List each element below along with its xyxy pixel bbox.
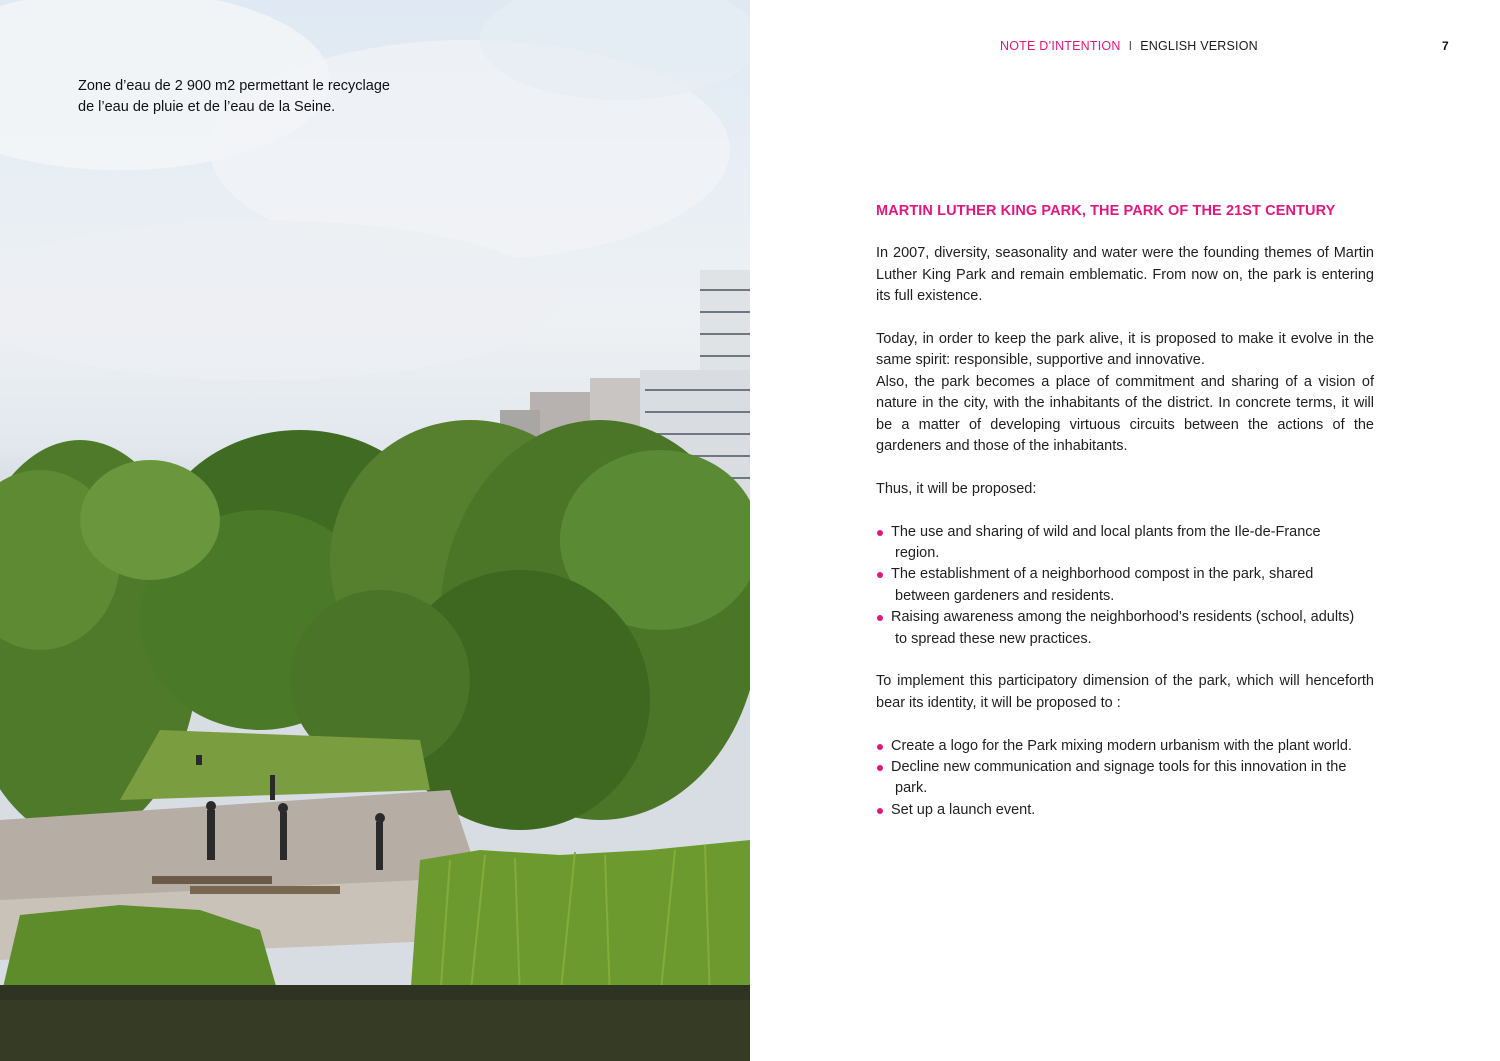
list-item-line-1: Decline new communication and signage tools for this innovation in the	[891, 759, 1347, 776]
list-item-line-2: park.	[895, 780, 928, 797]
bullet-icon	[877, 765, 883, 771]
photo-caption	[78, 76, 438, 118]
list-item-line-1: The use and sharing of wild and local plants from the Ile-de-France	[891, 523, 1321, 540]
caption-line-2: de l’eau de pluie et de l’eau de la Seine.	[78, 99, 336, 115]
paragraph-proposed: Thus, it will be proposed:	[876, 480, 1037, 497]
running-header	[1000, 39, 1258, 53]
list-item	[876, 564, 1374, 607]
header-separator: I	[1128, 39, 1133, 53]
bullet-icon	[877, 530, 883, 536]
list-item-line-2: between gardeners and residents.	[895, 587, 1115, 604]
paragraph-keep-alive: Today, in order to keep the park alive, it is proposed to make it evolve in the same spirit: responsible, supportive and innovative.	[876, 331, 1374, 369]
article-body	[876, 201, 1374, 821]
bullet-icon	[877, 808, 883, 814]
reeds	[410, 840, 750, 1000]
list-item-line-1: The establishment of a neighborhood compost in the park, shared	[891, 566, 1314, 583]
list-item-line-1: Create a logo for the Park mixing modern urbanism with the plant world.	[891, 737, 1352, 754]
action-list	[876, 736, 1374, 822]
list-item	[876, 736, 1374, 757]
bullet-icon	[877, 572, 883, 578]
list-item-line-1: Set up a launch event.	[891, 801, 1036, 818]
section-label: NOTE D’INTENTION	[1000, 39, 1121, 53]
paragraph-founding-themes: In 2007, diversity, seasonality and water were the founding themes of Martin Luther King Park and remain emblematic. From now on, the park is entering its full existence.	[876, 245, 1374, 305]
article-title: MARTIN LUTHER KING PARK, THE PARK OF THE 21ST CENTURY	[876, 203, 1336, 219]
list-item-line-2: region.	[895, 545, 940, 562]
page-number: 7	[1442, 39, 1449, 53]
list-item	[876, 522, 1374, 565]
bullet-icon	[877, 615, 883, 621]
list-item-line-2: to spread these new practices.	[895, 630, 1092, 647]
bullet-icon	[877, 744, 883, 750]
paragraph-commitment: Also, the park becomes a place of commitment and sharing of a vision of nature in the city, with the inhabitants of the district. In concrete terms, it will be a matter of developing virtuous circuits between the actions of the gardeners and those of the inhabitants.	[876, 373, 1374, 455]
list-item	[876, 607, 1374, 650]
version-label: ENGLISH VERSION	[1140, 39, 1258, 53]
list-item-line-1: Raising awareness among the neighborhood’s residents (school, adults)	[891, 609, 1355, 626]
paragraph-implement: To implement this participatory dimension of the park, which will henceforth bear its identity, it will be proposed to :	[876, 673, 1374, 711]
list-item	[876, 800, 1374, 821]
caption-line-1: Zone d’eau de 2 900 m2 permettant le recyclage	[78, 78, 390, 94]
list-item	[876, 757, 1374, 800]
proposal-list	[876, 522, 1374, 650]
